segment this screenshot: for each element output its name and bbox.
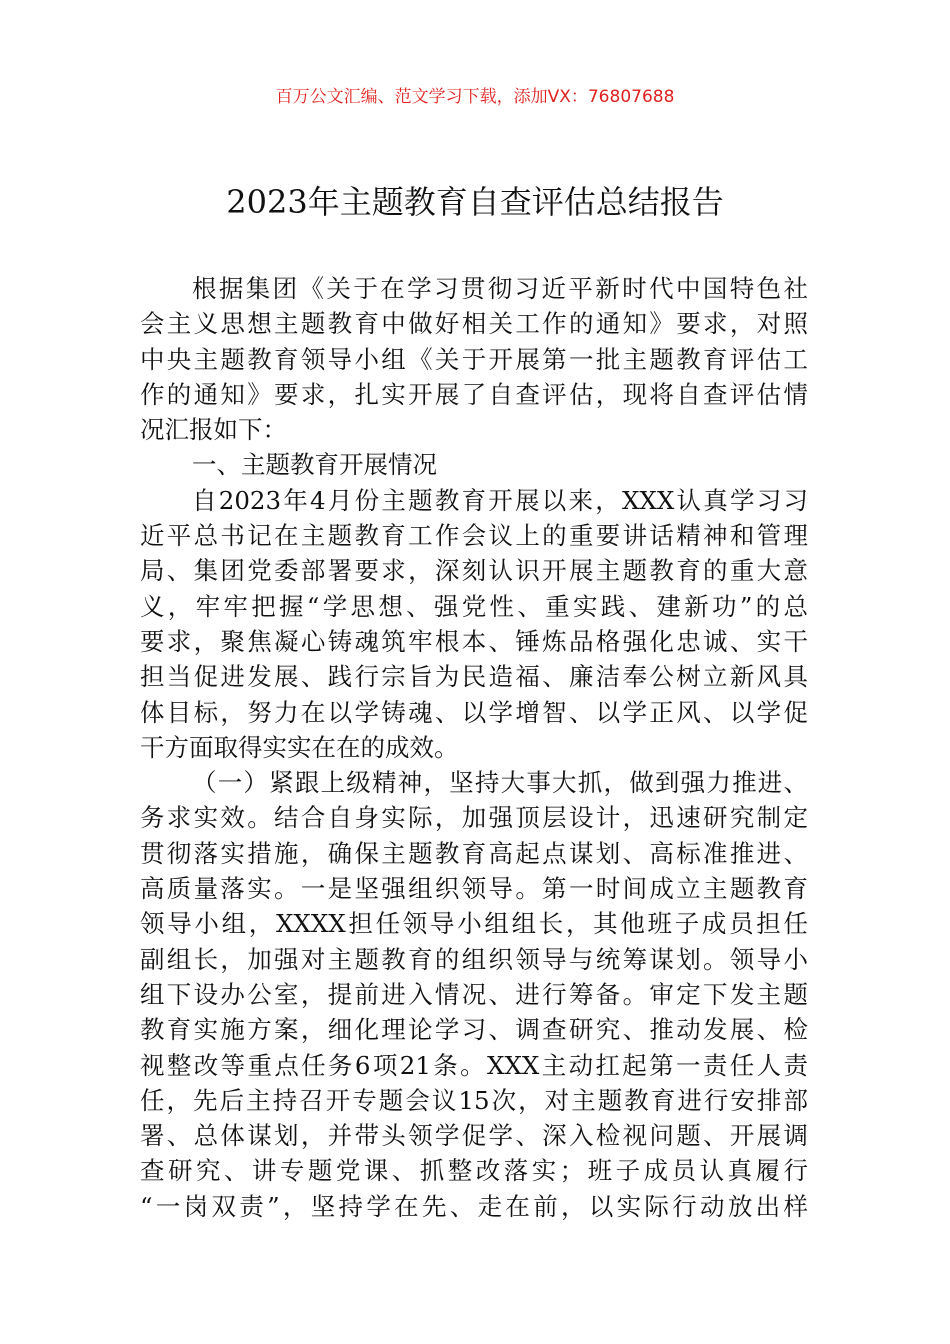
- body-text-line: （一）紧跟上级精神，坚持大事大抓，做到强力推进、: [192, 768, 808, 798]
- body-text-line: 务求实效。结合自身实际，加强顶层设计，迅速研究制定: [140, 803, 808, 833]
- body-text-line: 局、集团党委部署要求，深刻认识开展主题教育的重大意: [140, 556, 808, 586]
- body-text-line: “一岗双责”，坚持学在先、走在前，以实际行动放出样: [140, 1191, 808, 1221]
- body-text-line: 任，先后主持召开专题会议15次，对主题教育进行安排部: [140, 1085, 808, 1115]
- body-text-line: 干方面取得实实在在的成效。: [140, 732, 459, 762]
- body-text-line: 一、主题教育开展情况: [192, 450, 437, 480]
- body-text-line: 贯彻落实措施，确保主题教育高起点谋划、高标准推进、: [140, 838, 808, 868]
- body-text-line: 领导小组，XXXX担任领导小组组长，其他班子成员担任: [140, 909, 808, 939]
- body-text-line: 况汇报如下：: [140, 415, 287, 445]
- body-text-line: 视整改等重点任务6项21条。XXX主动扛起第一责任人责: [140, 1050, 808, 1080]
- body-text-line: 体目标，努力在以学铸魂、以学增智、以学正风、以学促: [140, 697, 808, 727]
- body-text-line: 自2023年4月份主题教育开展以来，XXX认真学习习: [192, 485, 808, 515]
- body-text-line: 组下设办公室，提前进入情况、进行筹备。审定下发主题: [140, 979, 808, 1009]
- body-text-line: 要求，聚焦凝心铸魂筑牢根本、锤炼品格强化忠诚、实干: [140, 626, 808, 656]
- watermark-header: 百万公文汇编、范文学习下载，添加VX：76807688: [275, 87, 675, 107]
- document-body: [140, 271, 808, 1224]
- body-text-line: 会主义思想主题教育中做好相关工作的通知》要求，对照: [140, 309, 808, 339]
- body-text-line: 副组长，加强对主题教育的组织领导与统筹谋划。领导小: [140, 944, 808, 974]
- document-title: 2023年主题教育自查评估总结报告: [226, 183, 724, 221]
- body-text-line: 担当促进发展、践行宗旨为民造福、廉洁奉公树立新风具: [140, 662, 808, 692]
- body-text-line: 根据集团《关于在学习贯彻习近平新时代中国特色社: [192, 274, 808, 303]
- body-text-line: 中央主题教育领导小组《关于开展第一批主题教育评估工: [140, 344, 808, 374]
- body-text-line: 查研究、讲专题党课、抓整改落实；班子成员认真履行: [140, 1156, 808, 1186]
- body-text-line: 义，牢牢把握“学思想、强党性、重实践、建新功”的总: [140, 591, 808, 621]
- body-text-line: 教育实施方案，细化理论学习、调查研究、推动发展、检: [140, 1015, 808, 1045]
- body-text-line: 近平总书记在主题教育工作会议上的重要讲话精神和管理: [140, 521, 808, 551]
- body-text-line: 作的通知》要求，扎实开展了自查评估，现将自查评估情: [140, 379, 808, 409]
- body-text-line: 署、总体谋划，并带头领学促学、深入检视问题、开展调: [140, 1121, 808, 1151]
- body-text-line: 高质量落实。一是坚强组织领导。第一时间成立主题教育: [140, 874, 808, 904]
